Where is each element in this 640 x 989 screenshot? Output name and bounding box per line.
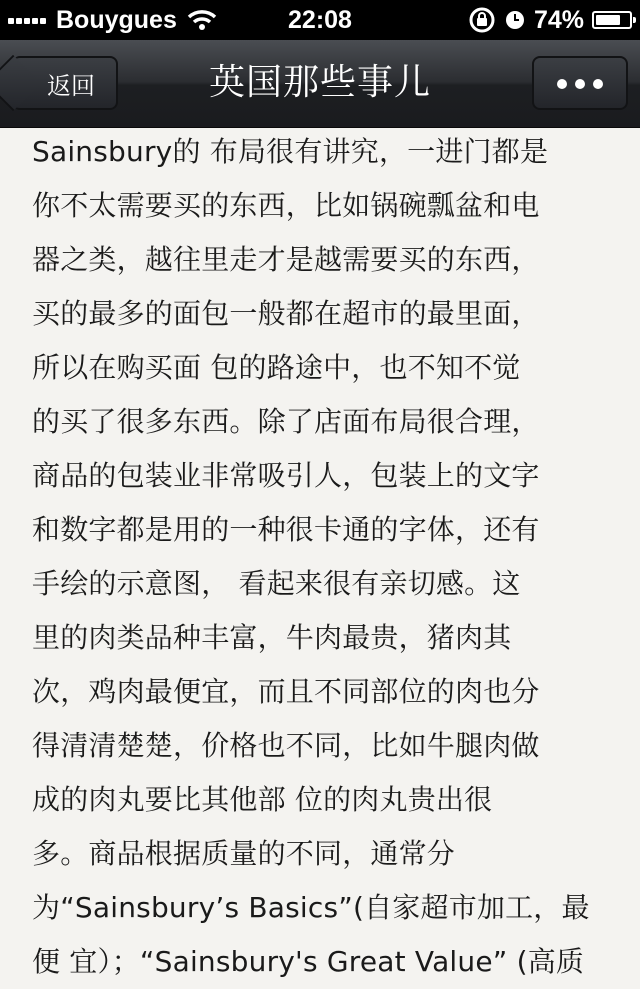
article-body xyxy=(32,125,614,989)
carrier-name: Bouygues xyxy=(56,6,177,34)
article-line: 和数字都是用的一种很卡通的字体，还有 xyxy=(32,513,540,546)
alarm-icon xyxy=(504,9,526,31)
article-line: 商品的包装业非常吸引人，包装上的文字 xyxy=(32,459,540,492)
status-right-group xyxy=(460,4,632,36)
back-button[interactable] xyxy=(12,56,118,110)
article-line: 买的最多的面包一般都在超市的最里面， xyxy=(32,297,540,330)
rotation-lock-icon xyxy=(468,6,496,34)
article-line: 次，鸡肉最便宜，而且不同部位的肉也分 xyxy=(32,675,540,708)
more-dots-icon xyxy=(553,74,607,93)
article-content[interactable] xyxy=(0,128,640,978)
page-title: 英国那些事儿 xyxy=(208,62,431,103)
article-line: 所以在购买面 包的路途中，也不知不觉 xyxy=(32,351,521,384)
battery-fill xyxy=(596,15,620,25)
battery-icon xyxy=(592,11,632,29)
status-time: 22:08 xyxy=(288,6,352,34)
article-line: 里的肉类品种丰富，牛肉最贵，猪肉其 xyxy=(32,621,512,654)
status-bar xyxy=(0,0,640,40)
article-line: 得清清楚楚，价格也不同，比如牛腿肉做 xyxy=(32,729,540,762)
article-line: 多。商品根据质量的不同，通常分 xyxy=(32,837,456,870)
article-line: 手绘的示意图， 看起来很有亲切感。这 xyxy=(32,567,521,600)
article-line: 成的肉丸要比其他部 位的肉丸贵出很 xyxy=(32,783,493,816)
article-line: 便 宜）；“Sainsbury's Great Value” (高质 xyxy=(32,945,585,978)
article-line: 你不太需要买的东西，比如锅碗瓢盆和电 xyxy=(32,189,540,222)
article-line: 为“Sainsbury’s Basics”(自家超市加工，最 xyxy=(32,891,590,924)
article-line: Sainsbury的 布局很有讲究，一进门都是 xyxy=(32,135,549,168)
battery-percent: 74% xyxy=(533,6,584,34)
article-line: 的买了很多东西。除了店面布局很合理， xyxy=(32,405,540,438)
navigation-bar xyxy=(0,40,640,128)
more-button[interactable] xyxy=(532,56,628,110)
back-button-label: 返回 xyxy=(47,71,95,100)
article-line: 器之类，越往里走才是越需要买的东西， xyxy=(32,243,540,276)
